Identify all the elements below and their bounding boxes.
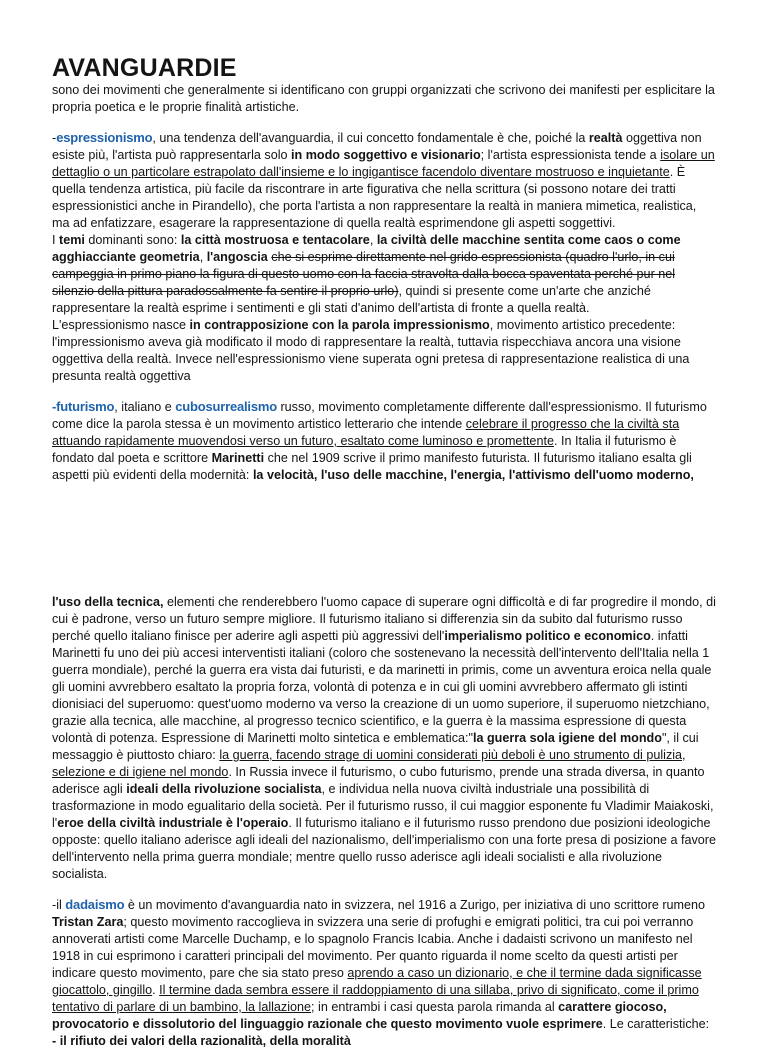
term-futurismo: futurismo xyxy=(56,399,115,414)
espressionismo-paragraph-1: -espressionismo, una tendenza dell'avanguardia, il cui concetto fondamentale è che, poiché la realtà oggettiva non esiste più, l'artista può rappresentarla solo in modo soggettivo e visionario; l'artista espressionista tende a isolare un dettaglio o un particolare estrapolato dall'insieme e lo ingigantisce facendolo diventare mostruoso e inquietante. È quella tendenza artistica, più facile da riscontrare in arte figurativa che nella scrittura (si possono notare dei tratti espressionistici anche in Pirandello), che porta l'artista a non rappresentare la realtà in maniera mimetica, realistica, ma ad enfatizzare, esagerare la rappresentazione di quella realtà esprimendone gli aspetti soggettivi. xyxy=(52,130,715,230)
dadaismo-characteristic-1: - il rifiuto dei valori della razionalità, della moralità xyxy=(52,1034,351,1048)
term-cubosurrealismo: cubosurrealismo xyxy=(175,399,277,414)
dadaismo-section xyxy=(52,896,716,1050)
futurismo-paragraph-2: l'uso della tecnica, elementi che renderebbero l'uomo capace di superare ogni difficoltà e di far progredire il mondo, di cui è padrone, verso un futuro sempre migliore. Il futurismo italiano si differenzia sin da subito dal futurismo russo perché quello italiano finisce per aderire agli aspetti più aggressivi dell'imperialismo politico e economico. infatti Marinetti fu uno dei più accesi interventisti italiani (coloro che sostenevano la necessità dell'intervento dell'Italia nella 1 guerra mondiale), perché la guerra era vista dai futuristi, e da marinetti in primis, come un avventura eroica nella quale gli uomini avvrebbero esaltato la propria forza, volontà di potenza e in cui gli uomini avvrebbero affermato gli istinti dionisiaci del superuomo: quest'uomo moderno va verso la creazione di un uomo superiore, il superuomo nietzchiano, grazie alla tecnica, alle macchine, al progresso tecnico scientifico, e la guerra è la massima espressione di questa volontà di potenza. Espressione di Marinetti molto sintetica e emblematica:"la guerra sola igiene del mondo", il cui messaggio è piuttosto chiaro: la guerra, facendo strage di uomini considerati più deboli è uno strumento di pulizia, selezione e di igiene nel mondo. In Russia invece il futurismo, o cubo futurismo, prende una strada diversa, in quanto aderisce agli ideali della rivoluzione socialista, e individua nella nuova civiltà industriale una possibilità di trasformazione in modo egualitario della società. Per il futurismo russo, il cui maggior esponente fu Vladimir Maiakoski, l'eroe della civiltà industriale è l'operaio. Il futurismo italiano e il futurismo russo prendono due posizioni ideologiche opposte: quello italiano aderisce agli ideali del nazionalismo, dell'imperialismo con una forte presa di posizione a favore dell'intervento nella prima guerra mondiale; mentre quello russo aderisce agli ideali socialisti e alla rivoluzione socialista. xyxy=(52,595,716,881)
futurismo-paragraph-1: -futurismo, italiano e cubosurrealismo russo, movimento completamente differente dall'espressionismo. Il futurismo come dice la parola stessa è un movimento artistico letterario che intende celebrare il progresso che la civiltà sta attuando rapidamente muovendosi verso un futuro, esaltato come luminoso e promettente. In Italia il futurismo è fondato dal poeta e scrittore Marinetti che nel 1909 scrive il primo manifesto futurista. Il futurismo italiano esalta gli aspetti più evidenti della modernità: la velocità, l'uso delle macchine, l'energia, l'attivismo dell'uomo moderno, xyxy=(52,399,707,482)
term-dadaismo: dadaismo xyxy=(65,897,125,912)
page-title: AVANGUARDIE xyxy=(52,54,237,82)
futurismo-continued-section xyxy=(52,594,716,883)
intro-paragraph: sono dei movimenti che generalmente si identificano con gruppi organizzati che scrivono dei manifesti per esplicitare la propria poetica e le proprie finalità artistiche. xyxy=(52,83,715,114)
dadaismo-paragraph: -il dadaismo è un movimento d'avanguardia nato in svizzera, nel 1916 a Zurigo, per iniziativa di uno scrittore rumeno Tristan Zara; questo movimento raccoglieva in svizzera una serie di profughi e emigrati politici, tra cui poi verranno annoverati artisti come Marcelle Duchamp, e lo spagnolo Francis Icabia. Anche i dadaisti scrivono un manifesto nel 1918 in cui esprimono i caratteri principali del movimento. Per quanto riguarda il nome scelto da questi artisti per indicare questo movimento, pare che sia stato preso aprendo a caso un dizionario, e che il termine dada significasse giocattolo, gingillo. Il termine dada sembra essere il raddoppiamento di una sillaba, privo di significato, come il primo tentativo di parlare di un bambino, la lallazione; in entrambi i casi questa parola rimanda al carattere giocoso, provocatorio e dissolutorio del linguaggio razionale che questo movimento vuole esprimere. Le caratteristiche: xyxy=(52,897,710,1031)
term-espressionismo: espressionismo xyxy=(56,130,153,145)
futurismo-section xyxy=(52,398,716,484)
espressionismo-paragraph-3: L'espressionismo nasce in contrapposizione con la parola impressionismo, movimento artistico precedente: l'impressionismo aveva già modificato il modo di rappresentare la realtà, tuttavia rispecchiava ancora una visione oggettiva della realtà. Invece nell'espressionismo viene superata ogni pretesa di rappresentazione realistica di una presunta realtà oggettiva xyxy=(52,318,690,383)
document-page xyxy=(52,54,716,1050)
espressionismo-paragraph-2: I temi dominanti sono: la città mostruosa e tentacolare, la civiltà delle macchine sentita come caos o come agghiacciante geometria, l'angoscia che si esprime direttamente nel grido espressionista (quadro l'urlo, in cui campeggia in primo piano la figura di questo uomo con la faccia stravolta dalla bocca spaventata perché pur nel silenzio della pittura paradossalmente fa sentire il proprio urlo), quindi si presente come un'arte che anziché rappresentare la realtà esprime i sentimenti e gli stati d'animo dell'artista di fronte a quella realtà. xyxy=(52,233,681,315)
espressionismo-section xyxy=(52,129,716,385)
blank-area xyxy=(52,484,716,594)
